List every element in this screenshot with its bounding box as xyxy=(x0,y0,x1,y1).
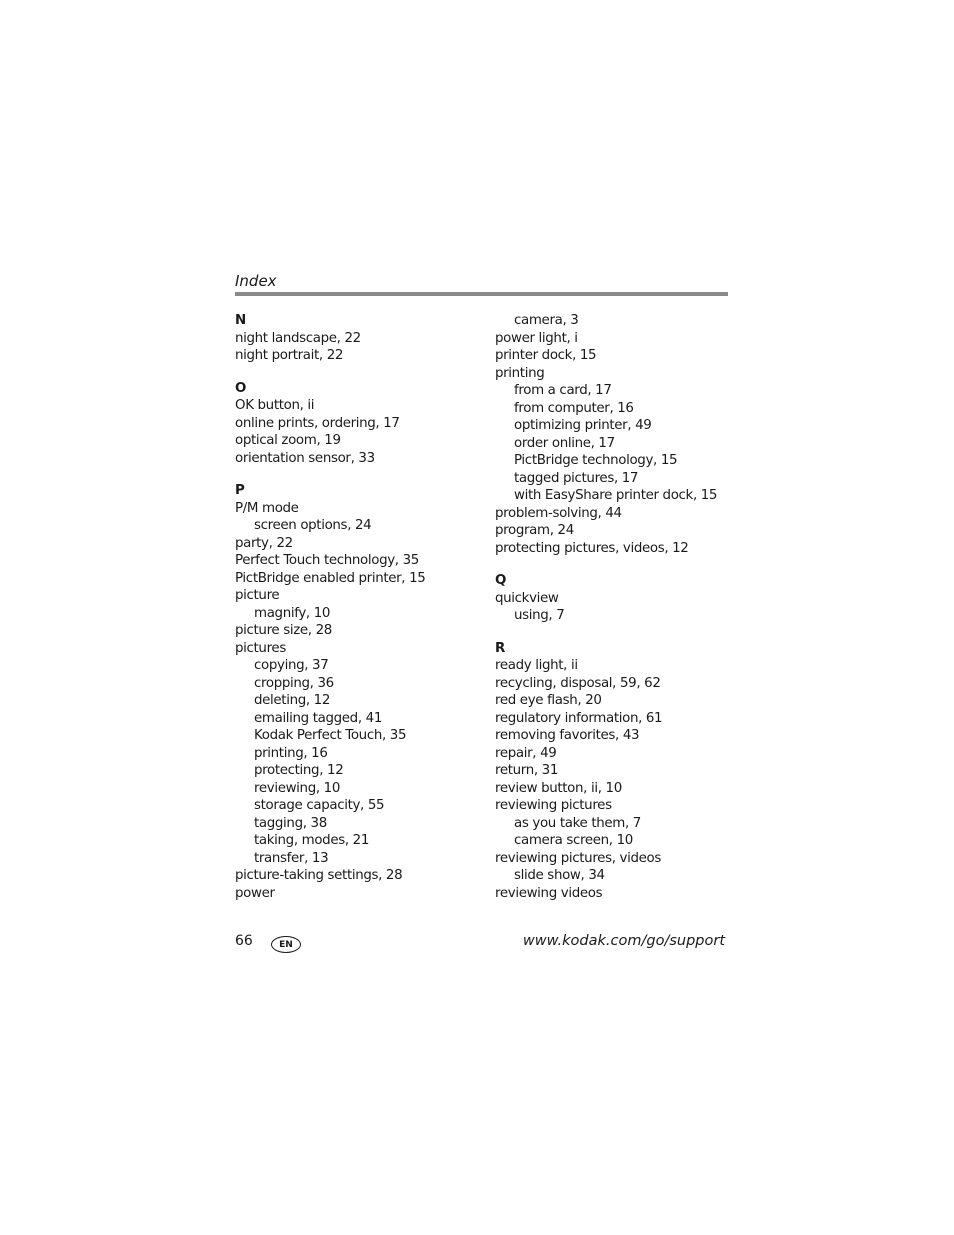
index-entry: night portrait, 22 xyxy=(235,348,344,363)
index-heading-q: Q xyxy=(495,573,507,588)
index-entry: pictures xyxy=(235,640,286,656)
index-entry: printing xyxy=(495,365,545,381)
index-entry: online prints, ordering, 17 xyxy=(235,415,400,431)
index-entry: Perfect Touch technology, 35 xyxy=(235,553,419,568)
index-entry: PictBridge enabled printer, 15 xyxy=(235,570,426,586)
page-header-title: Index xyxy=(235,272,277,290)
index-subentry: as you take them, 7 xyxy=(514,815,641,831)
section-gap xyxy=(235,467,485,482)
index-subentry: with EasyShare printer dock, 15 xyxy=(514,488,718,503)
index-entry: orientation sensor, 33 xyxy=(235,450,375,466)
index-subentry: camera, 3 xyxy=(514,313,579,328)
index-subentry: printing, 16 xyxy=(254,745,328,761)
index-subentry: tagging, 38 xyxy=(254,815,327,831)
section-gap xyxy=(495,557,735,572)
index-entry: picture xyxy=(235,588,280,603)
index-right-column xyxy=(495,312,735,902)
index-entry: red eye flash, 20 xyxy=(495,693,602,708)
index-subentry: from computer, 16 xyxy=(514,400,634,416)
index-subentry: reviewing, 10 xyxy=(254,780,340,796)
index-subentry: storage capacity, 55 xyxy=(254,798,385,813)
index-entry: review button, ii, 10 xyxy=(495,780,622,796)
index-subentry: screen options, 24 xyxy=(254,518,372,533)
index-subentry: cropping, 36 xyxy=(254,675,334,691)
page-number: 66 xyxy=(235,933,253,949)
index-entry: repair, 49 xyxy=(495,745,557,761)
header-divider xyxy=(235,292,728,296)
index-entry: quickview xyxy=(495,590,559,606)
index-subentry: copying, 37 xyxy=(254,658,329,673)
index-subentry: taking, modes, 21 xyxy=(254,833,369,848)
index-heading-o: O xyxy=(235,380,247,396)
index-entry: recycling, disposal, 59, 62 xyxy=(495,675,661,691)
index-entry: picture-taking settings, 28 xyxy=(235,868,403,883)
index-entry: ready light, ii xyxy=(495,658,578,673)
index-entry: power xyxy=(235,885,275,901)
index-subentry: order online, 17 xyxy=(514,435,615,451)
index-entry: program, 24 xyxy=(495,523,574,538)
index-subentry: tagged pictures, 17 xyxy=(514,470,639,486)
index-subentry: PictBridge technology, 15 xyxy=(514,453,678,468)
index-subentry: deleting, 12 xyxy=(254,693,331,708)
section-gap xyxy=(495,625,735,640)
index-entry: reviewing pictures, videos xyxy=(495,850,661,866)
index-heading-n: N xyxy=(235,313,246,328)
index-entry: printer dock, 15 xyxy=(495,348,597,363)
index-entry: picture size, 28 xyxy=(235,623,332,638)
section-gap xyxy=(235,365,485,380)
index-entry: night landscape, 22 xyxy=(235,330,361,346)
index-heading-r: R xyxy=(495,640,505,656)
index-left-column xyxy=(235,312,485,902)
index-subentry: optimizing printer, 49 xyxy=(514,418,652,433)
index-entry: problem-solving, 44 xyxy=(495,505,622,521)
support-url: www.kodak.com/go/support xyxy=(522,933,725,949)
index-entry: removing favorites, 43 xyxy=(495,728,640,743)
index-subentry: transfer, 13 xyxy=(254,850,329,866)
index-entry: reviewing videos xyxy=(495,885,603,901)
index-subentry: protecting, 12 xyxy=(254,763,344,778)
index-subentry: from a card, 17 xyxy=(514,383,612,398)
index-subentry: emailing tagged, 41 xyxy=(254,710,382,726)
index-entry: return, 31 xyxy=(495,763,558,778)
index-entry: OK button, ii xyxy=(235,398,315,413)
index-heading-p: P xyxy=(235,483,245,498)
language-badge: EN xyxy=(271,936,301,953)
index-subentry: using, 7 xyxy=(514,608,565,623)
index-entry: regulatory information, 61 xyxy=(495,710,663,726)
index-entry: protecting pictures, videos, 12 xyxy=(495,540,689,556)
index-subentry: camera screen, 10 xyxy=(514,833,633,848)
index-subentry: slide show, 34 xyxy=(514,868,605,883)
index-entry: optical zoom, 19 xyxy=(235,433,341,448)
index-subentry: magnify, 10 xyxy=(254,605,331,621)
index-subentry: Kodak Perfect Touch, 35 xyxy=(254,728,407,743)
index-entry: power light, i xyxy=(495,330,578,346)
index-entry: P/M mode xyxy=(235,500,299,516)
index-entry: party, 22 xyxy=(235,535,293,551)
index-entry: reviewing pictures xyxy=(495,798,612,813)
